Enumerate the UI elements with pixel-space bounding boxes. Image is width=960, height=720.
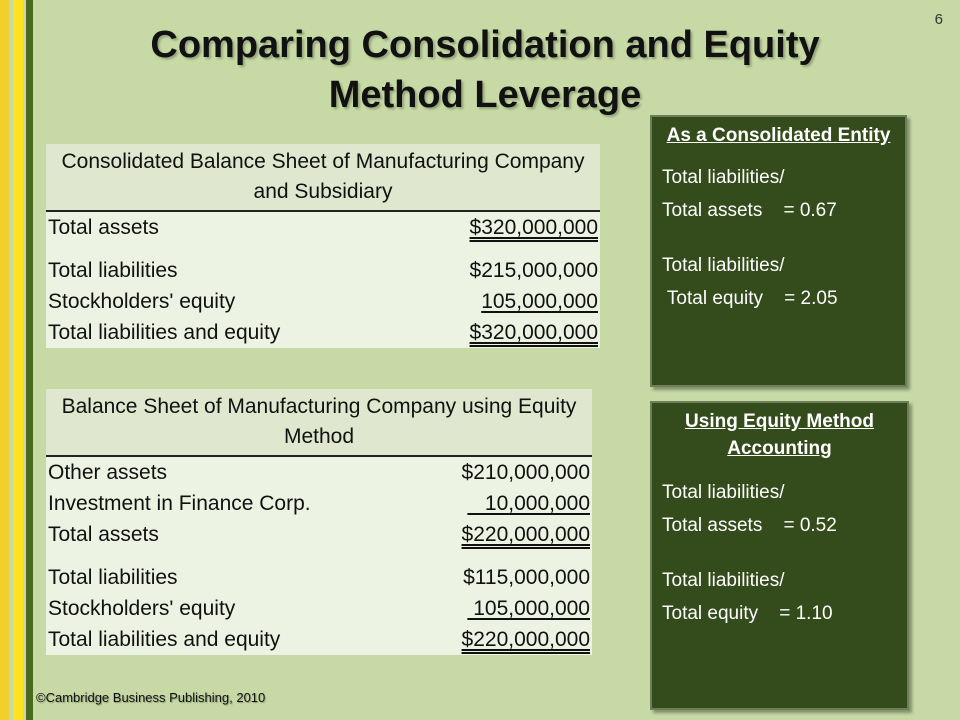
title-line-1: Comparing Consolidation and Equity	[150, 24, 820, 66]
consolidated-ratios-box	[650, 115, 907, 387]
ratio-line: Total assets = 0.67	[662, 200, 837, 221]
box-heading: As a Consolidated Entity	[666, 125, 891, 146]
row-label: Total liabilities and equity	[48, 628, 281, 651]
left-stripe-green	[26, 0, 33, 720]
table-row	[46, 317, 600, 348]
table-row	[46, 255, 600, 286]
ratio-line: Total liabilities/	[662, 255, 785, 276]
left-stripe-gold	[0, 0, 9, 720]
row-label: Total liabilities	[48, 259, 178, 282]
row-value: $320,000,000	[469, 216, 598, 239]
row-label: Stockholders' equity	[48, 597, 236, 620]
row-label: Total liabilities and equity	[48, 321, 281, 344]
row-label: Total liabilities	[48, 566, 178, 589]
ratio-line: Total assets = 0.52	[662, 515, 837, 536]
table-header: Balance Sheet of Manufacturing Company using Equity Method	[46, 389, 592, 457]
table-row	[46, 593, 592, 624]
table-row	[46, 488, 592, 519]
row-value: $215,000,000	[469, 259, 598, 282]
row-value: $210,000,000	[461, 461, 590, 484]
left-stripe-yellow	[13, 0, 23, 720]
ratio-line: Total liabilities/	[662, 570, 785, 591]
ratio-line: Total liabilities/	[662, 482, 785, 503]
row-label: Total assets	[48, 216, 159, 239]
row-label: Other assets	[48, 461, 168, 484]
row-value: $320,000,000	[469, 321, 598, 344]
page-number: 6	[934, 11, 943, 28]
row-value: $220,000,000	[461, 628, 590, 651]
table-header: Consolidated Balance Sheet of Manufacturing Company and Subsidiary	[46, 144, 600, 212]
row-label: Total assets	[48, 523, 159, 546]
table-row	[46, 624, 592, 655]
row-label: Investment in Finance Corp.	[48, 492, 311, 515]
slide-title	[60, 20, 910, 120]
box-heading: Using Equity Method Accounting	[685, 411, 874, 459]
equity-method-ratios-box	[650, 401, 909, 710]
title-line-2: Method Leverage	[328, 74, 642, 116]
table-row	[46, 519, 592, 550]
row-value: 10,000,000	[467, 492, 590, 515]
table-row	[46, 212, 600, 243]
ratio-line: Total equity = 1.10	[662, 603, 833, 624]
row-value: 105,000,000	[467, 597, 590, 620]
row-value: 105,000,000	[481, 290, 598, 313]
consolidated-balance-sheet	[46, 144, 600, 348]
copyright-notice: ©Cambridge Business Publishing, 2010	[36, 690, 266, 705]
ratio-line: Total liabilities/	[662, 167, 785, 188]
table-row	[46, 286, 600, 317]
row-value: $115,000,000	[463, 566, 590, 589]
ratio-line: Total equity = 2.05	[662, 288, 838, 309]
table-row	[46, 562, 592, 593]
row-value: $220,000,000	[461, 523, 590, 546]
equity-method-balance-sheet	[46, 389, 592, 655]
table-row	[46, 457, 592, 488]
row-label: Stockholders' equity	[48, 290, 236, 313]
